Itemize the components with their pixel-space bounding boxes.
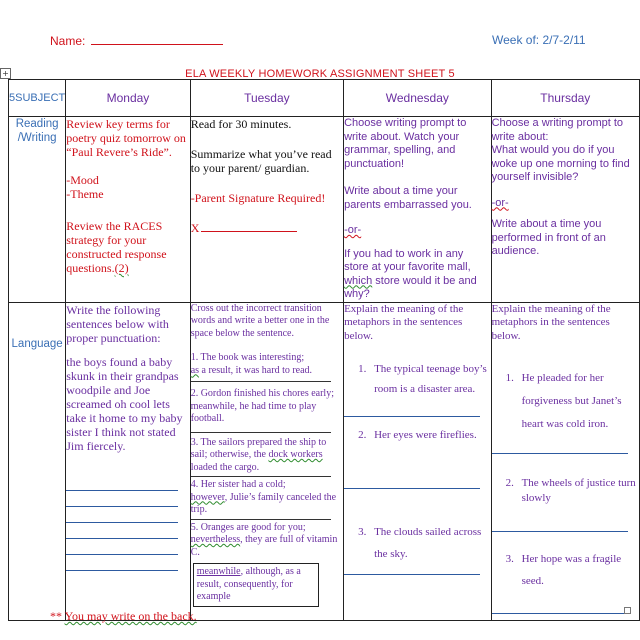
name-blank-line[interactable] [91, 34, 223, 45]
s4-part-a: 4. Her sister had a cold; [190, 479, 286, 490]
language-row [9, 302, 640, 620]
header-row [9, 80, 640, 117]
answer-line[interactable] [66, 553, 178, 555]
tuesday-sentence-4 [191, 479, 343, 517]
language-wednesday-cell [344, 302, 491, 620]
transition-word-bank [193, 563, 319, 607]
wednesday-option-embarrassed: Write about a time your parents embarrassed you. [344, 185, 472, 211]
wednesday-mall-text-a: If you had to work in any store at your favorite mall, [344, 247, 471, 273]
row-label-reading: Reading /Writing [9, 117, 66, 303]
footer-marks: ** [50, 609, 62, 623]
s3-part-a: 3. The sailors prepared the ship to sail; otherwise, the [190, 436, 327, 460]
wednesday-mall-which: which [344, 274, 373, 287]
tuesday-summarize: Summarize what you’ve read to your parent/ guardian. [190, 147, 332, 175]
monday-poetry-quiz: Review key terms for poetry quiz tomorrow on “Paul Revere’s Ride”. [66, 117, 186, 159]
s3-answer-line[interactable] [191, 476, 331, 477]
monday-answer-lines [66, 489, 189, 571]
s5-nevertheless: nevertheless [190, 534, 241, 545]
s4-part-b: , Julie’s family canceled the trip. [190, 491, 337, 515]
metaphor-item: 2. The wheels of justice turn slowly [505, 477, 636, 504]
name-label: Name: [50, 34, 86, 48]
day-header-tuesday: Tuesday [190, 80, 343, 117]
metaphor-item: 3. The clouds sailed across the sky. [358, 525, 482, 560]
sheet-title: ELA WEEKLY HOMEWORK ASSIGNMENT SHEET 5 [185, 68, 455, 80]
homework-table [8, 79, 640, 621]
answer-line[interactable] [492, 612, 628, 614]
monday-term-mood: -Mood [66, 173, 99, 187]
metaphor-item: 1. He pleaded for her forgiveness but Janet’s heart was cold iron. [505, 372, 622, 430]
monday-unpunctuated-sentence: the boys found a baby skunk in their grandpas woodpile and Joe screamed oh cool lets take it home to my baby sister I think not stated Jim fiercely. [66, 354, 183, 453]
signature-x: X [190, 221, 200, 235]
thursday-prompt-instruction: Choose a writing prompt to write about: [491, 117, 624, 143]
thursday-metaphor-list-3 [492, 548, 639, 592]
day-header-wednesday: Wednesday [344, 80, 491, 117]
subject-header: 5SUBJECT [9, 80, 66, 117]
monday-punctuation-instruction: Write the following sentences below with proper punctuation: [66, 302, 169, 345]
language-tuesday-cell [190, 302, 343, 620]
answer-line[interactable] [492, 530, 628, 532]
wednesday-metaphor-list-3 [344, 521, 490, 565]
monday-races [66, 219, 189, 275]
thursday-or: -or- [491, 196, 509, 209]
table-move-handle-icon[interactable]: + [0, 68, 11, 79]
reading-wednesday-cell [344, 117, 491, 303]
thursday-option-audience: Write about a time you performed in front of an audience. [491, 218, 606, 257]
tuesday-read-30: Read for 30 minutes. [190, 117, 292, 131]
reading-monday-cell [66, 117, 190, 303]
wednesday-metaphor-list [344, 359, 490, 399]
answer-line[interactable] [66, 505, 178, 507]
answer-line[interactable] [344, 573, 480, 575]
reading-thursday-cell [491, 117, 639, 303]
tuesday-signature-line[interactable] [191, 221, 343, 235]
tuesday-signature-required: -Parent Signature Required! [190, 191, 326, 205]
language-thursday-cell [491, 302, 639, 620]
s4-however: however [190, 491, 225, 503]
metaphor-item: 1. The typical teenage boy’s room is a disaster area. [358, 363, 487, 395]
name-field [50, 34, 223, 48]
wednesday-mall-text-b: store would it be and why? [344, 274, 477, 300]
tuesday-sentence-3 [191, 437, 343, 475]
row-label-language: Language [9, 302, 66, 620]
s3-dock-workers: dock workers [268, 449, 323, 460]
wednesday-metaphor-instruction: Explain the meaning of the metaphors in the sentences below. [344, 302, 464, 342]
wednesday-metaphor-list-2 [344, 429, 490, 443]
metaphor-item: 2. Her eyes were fireflies. [358, 429, 477, 441]
reading-row [9, 117, 640, 303]
week-of-label: Week of: 2/7-2/11 [492, 33, 586, 47]
tuesday-sentence-5 [191, 522, 343, 560]
s1-answer-line[interactable] [191, 381, 331, 382]
footer-text: You may write on the back. [64, 609, 197, 623]
thursday-metaphor-instruction: Explain the meaning of the metaphors in the sentences below. [491, 302, 611, 342]
s1-part-b: a result, it was hard to read. [201, 364, 313, 376]
wednesday-prompt-instruction: Choose writing prompt to write about. Watch your grammar, spelling, and punctuation! [344, 117, 467, 170]
wednesday-option-mall [344, 248, 490, 302]
thursday-option-invisible: What would you do if you woke up one morning to find yourself invisible? [491, 144, 630, 183]
s1-as: as [190, 364, 200, 376]
answer-line[interactable] [66, 569, 178, 571]
signature-blank[interactable] [201, 221, 297, 232]
reading-tuesday-cell [190, 117, 343, 303]
tuesday-sentence-2: 2. Gordon finished his chores early; meanwhile, he had time to play football. [190, 388, 334, 424]
table-resize-handle-icon[interactable] [624, 607, 631, 614]
thursday-metaphor-list-2 [492, 476, 639, 506]
answer-line[interactable] [66, 489, 178, 491]
day-header-monday: Monday [66, 80, 190, 117]
answer-line[interactable] [492, 452, 628, 454]
tuesday-transition-instruction: Cross out the incorrect transition words and write a better one in the space below the sentence. [190, 302, 330, 339]
footer-note [50, 609, 197, 624]
monday-term-theme: -Theme [66, 187, 104, 201]
answer-line[interactable] [344, 415, 480, 417]
s1-part-a: 1. The book was interesting; [190, 352, 305, 363]
day-header-thursday: Thursday [491, 80, 639, 117]
word-bank-meanwhile: meanwhile [196, 566, 241, 577]
s4-answer-line[interactable] [191, 519, 331, 520]
wednesday-or: -or- [344, 224, 362, 236]
thursday-metaphor-list [492, 367, 639, 436]
s5-part-a: 5. Oranges are good for you; [190, 521, 306, 533]
answer-line[interactable] [344, 487, 480, 489]
language-monday-cell [66, 302, 190, 620]
answer-line[interactable] [66, 521, 178, 523]
s5-part-b: , they are full of vitamin C. [190, 534, 338, 558]
word-bank-rest: , although, as a result, consequently, for example [196, 566, 301, 602]
monday-races-num: (2) [114, 261, 129, 275]
s2-answer-line[interactable] [191, 432, 331, 433]
tuesday-sentence-1 [191, 352, 343, 377]
metaphor-item: 3. Her hope was a fragile seed. [505, 553, 622, 587]
s3-part-b: loaded the cargo. [190, 461, 260, 473]
monday-races-text: Review the RACES strategy for your constructed response questions. [66, 219, 167, 275]
answer-line[interactable] [66, 537, 178, 539]
